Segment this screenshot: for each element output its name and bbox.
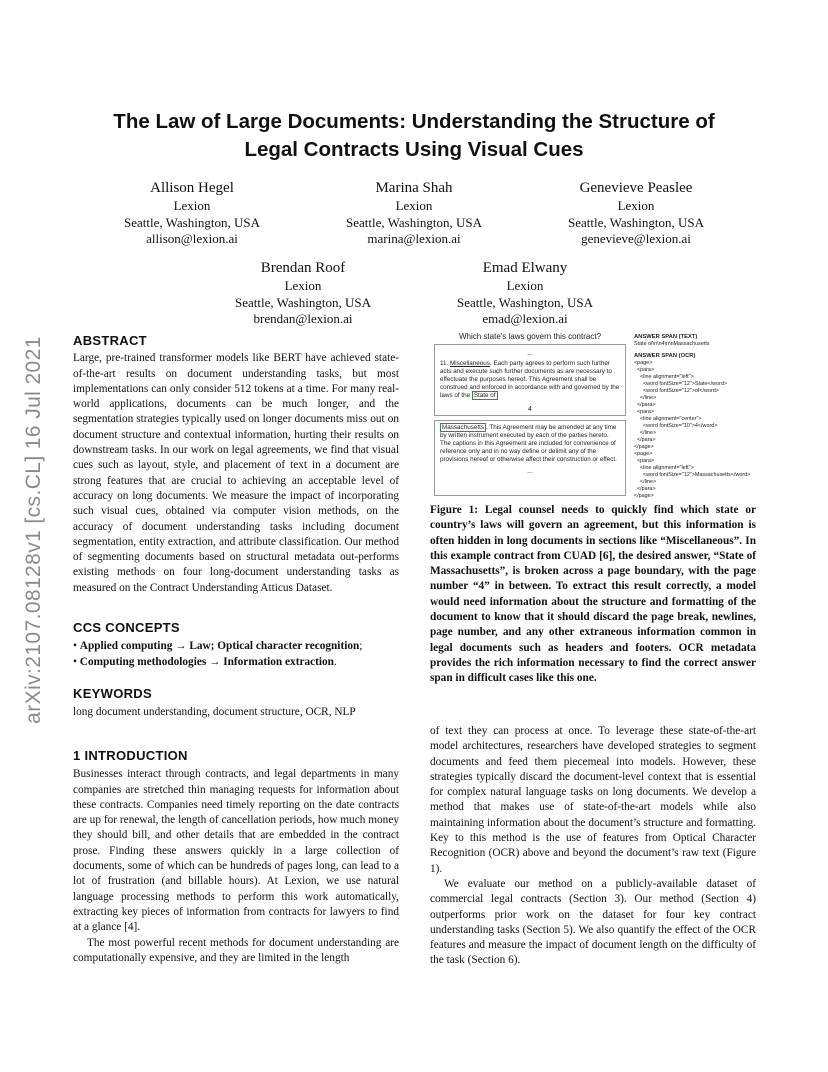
intro-paragraph: The most powerful recent methods for document understanding are computationally expensive, and they are limited in the length xyxy=(73,936,399,964)
ccs-term: Law; Optical character recognition xyxy=(189,640,360,653)
abstract-section xyxy=(73,333,399,596)
keywords-body: long document understanding, document structure, OCR, NLP xyxy=(73,706,356,719)
code-line: <page> xyxy=(634,360,653,366)
introduction-section xyxy=(73,748,399,966)
ccs-section xyxy=(73,620,399,670)
answer-ocr-heading: ANSWER SPAN (OCR) xyxy=(634,353,696,359)
author-block xyxy=(82,178,302,248)
paper-title xyxy=(60,108,768,164)
abstract-heading: ABSTRACT xyxy=(73,333,147,348)
author-org: Lexion xyxy=(617,198,655,213)
code-line: </para> xyxy=(634,437,656,443)
code-line: </para> xyxy=(634,486,656,492)
code-line: <word fontSize="12">of</word> xyxy=(634,388,719,394)
author-email: allison@lexion.ai xyxy=(146,231,238,246)
figure-page-2-text: Massachusetts . This Agreement may be amended at any time by written instrument executed by each of the parties hereto. The captions in this Agreement are included for convenience of reference only and in no way define or delimit any of the provisions hereof or otherwise affect their construction or effect. xyxy=(440,424,617,463)
author-location: Seattle, Washington, USA xyxy=(235,294,371,310)
code-line: <word fontSize="12">Massachusetts</word> xyxy=(634,472,751,478)
figure-ellipsis: ... xyxy=(527,468,533,475)
keywords-section xyxy=(73,686,399,721)
code-line: </para> xyxy=(634,402,656,408)
code-line: <word fontSize="12">State</word> xyxy=(634,381,727,387)
figure-page-2 xyxy=(434,420,626,496)
author-email: genevieve@lexion.ai xyxy=(581,231,691,246)
answer-ocr-code xyxy=(634,360,756,500)
author-email: emad@lexion.ai xyxy=(482,311,568,326)
figure-answer-panel xyxy=(634,334,756,500)
figure-document-image xyxy=(430,330,630,500)
introduction-heading: 1 INTRODUCTION xyxy=(73,748,188,763)
figure-question: Which state's laws govern this contract? xyxy=(458,332,602,341)
code-line: <line alignment="left"> xyxy=(634,465,694,471)
author-location: Seattle, Washington, USA xyxy=(346,214,482,230)
author-name: Allison Hegel xyxy=(150,180,234,196)
author-email: brendan@lexion.ai xyxy=(253,311,353,326)
author-name: Brendan Roof xyxy=(260,260,346,276)
answer-text-value: State of\n\n4\n\nMassachusetts xyxy=(634,341,710,347)
code-line: <page> xyxy=(634,451,653,457)
code-line: <para> xyxy=(634,409,655,415)
answer-text-heading: ANSWER SPAN (TEXT) xyxy=(634,334,698,340)
code-line: <para> xyxy=(634,367,655,373)
ccs-heading: CCS CONCEPTS xyxy=(73,620,180,635)
figure-highlight: Massachusetts xyxy=(442,424,484,431)
author-block xyxy=(304,178,524,248)
title-line-2: Legal Contracts Using Visual Cues xyxy=(244,138,584,161)
code-line: <line alignment="center"> xyxy=(634,416,702,422)
figure-caption: Figure 1: Legal counsel needs to quickly find which state or country’s laws will govern an agreement, but this information is often hidden in long documents in sections like “Miscellaneous”. In this example contract from CUAD [6], the desired answer, “State of Massachusetts”, is broken across a page boundary, with the page number “4” in between. To extract this result correctly, a model would need information about the structure and formatting of the document to know that it should discard the page break, newlines, page number, and any other extraneous information common in legal documents such as headers and footers. OCR metadata provides the rich information necessary to find the correct answer span in difficult cases like this one. xyxy=(430,504,756,685)
author-name: Marina Shah xyxy=(375,180,453,196)
ccs-item: • Computing methodologies → Information extraction. xyxy=(73,655,337,668)
author-org: Lexion xyxy=(395,198,433,213)
ccs-term: Applied computing xyxy=(79,640,173,653)
author-location: Seattle, Washington, USA xyxy=(568,214,704,230)
author-location: Seattle, Washington, USA xyxy=(124,214,260,230)
code-line: <line alignment="left"> xyxy=(634,374,694,380)
code-line: </line> xyxy=(634,395,657,401)
author-block xyxy=(415,258,635,328)
author-location: Seattle, Washington, USA xyxy=(457,294,593,310)
code-line: </line> xyxy=(634,430,657,436)
code-line: <word fontSize="10">4</word> xyxy=(634,423,718,429)
figure-1 xyxy=(430,330,756,500)
author-block xyxy=(193,258,413,328)
code-line: </page> xyxy=(634,493,654,499)
figure-page-number: 4 xyxy=(528,406,532,413)
title-line-1: The Law of Large Documents: Understanding the Structure of xyxy=(113,110,715,133)
author-org: Lexion xyxy=(173,198,211,213)
intro-paragraph: Businesses interact through contracts, and legal departments in many companies are stretched thin managing requests for information about these contracts. Companies need timely reporting on the date contracts are up for renewal, the length of cancellation periods, how much money they should bill, and other details that are embedded in the contract prose. Finding these answers quickly in a large collection of documents, some of which can be hundreds of pages long, can lead to a lot of frustration (and billable hours). At Lexion, we use natural language processing methods to perform this work automatically, extracting key pieces of information from contracts for lawyers to find at a glance [4]. xyxy=(73,768,399,934)
author-org: Lexion xyxy=(284,278,322,293)
author-org: Lexion xyxy=(506,278,544,293)
ccs-term: Computing methodologies xyxy=(79,655,207,668)
code-line: </line> xyxy=(634,479,657,485)
figure-page-1 xyxy=(434,344,626,416)
intro-continued xyxy=(430,724,756,969)
author-name: Emad Elwany xyxy=(482,260,568,276)
figure-underlined-word: Miscellaneous xyxy=(450,360,490,367)
ccs-term: Information extraction xyxy=(223,655,334,668)
arxiv-stamp xyxy=(14,300,54,760)
arxiv-stamp-text: arXiv:2107.08128v1 [cs.CL] 16 Jul 2021 xyxy=(22,336,45,724)
figure-ellipsis: ... xyxy=(527,350,533,357)
figure-page-1-text: 11. Miscellaneous. Each party agrees to perform such further acts and execute such further documents as are necessary to effectuate the purposes hereof. This Agreement shall be construed and enforced in accordance with and governed by the laws of the State of xyxy=(440,360,620,399)
figure-highlight: State of xyxy=(473,392,496,399)
abstract-body: Large, pre-trained transformer models like BERT have achieved state-of-the-art results on document understanding tasks, but most implementations can only consider 512 tokens at a time. For many real-world applications, documents can be much longer, and the segmentation strategies typically used on longer documents miss out on document structure and contextual information, hurting their results on downstream tasks. In our work on legal agreements, we find that visual cues such as layout, style, and placement of text in a document are strong features that are crucial to achieving an acceptable level of accuracy on long documents. We measure the impact of incorporating such visual cues, obtained via computer vision methods, on the accuracy of document understanding tasks including document segmentation, entity extraction, and attribute classification. Our method of segmenting documents based on structural metadata out-performs existing methods on four long-document understanding tasks as measured on the Contract Understanding Atticus Dataset. xyxy=(73,352,399,594)
code-line: </page> xyxy=(634,444,654,450)
intro-paragraph: of text they can process at once. To leverage these state-of-the-art model architectures, researchers have developed strategies to segment documents and feed them piecemeal into models. However, these strategies typically discard the document-level context that is essential for complex natural language tasks on long documents. We develop a method that makes use of state-of-the-art models while also maintaining information about the document’s structure and formatting. Key to this method is the use of features from Optical Character Recognition (OCR) above and beyond the document’s raw text (Figure 1). xyxy=(430,725,756,875)
keywords-heading: KEYWORDS xyxy=(73,686,152,701)
ccs-item: • Applied computing → Law; Optical character recognition; xyxy=(73,640,363,653)
author-name: Genevieve Peaslee xyxy=(579,180,693,196)
intro-paragraph: We evaluate our method on a publicly-available dataset of commercial legal contracts (Section 3). Our method (Section 4) outperforms prior work on the dataset for four key contract understanding tasks (Section 5). We also quantify the effect of the OCR features and measure the impact of document length on the difficulty of the task (Section 6). xyxy=(430,877,756,967)
author-email: marina@lexion.ai xyxy=(367,231,461,246)
code-line: <para> xyxy=(634,458,655,464)
author-block xyxy=(526,178,746,248)
